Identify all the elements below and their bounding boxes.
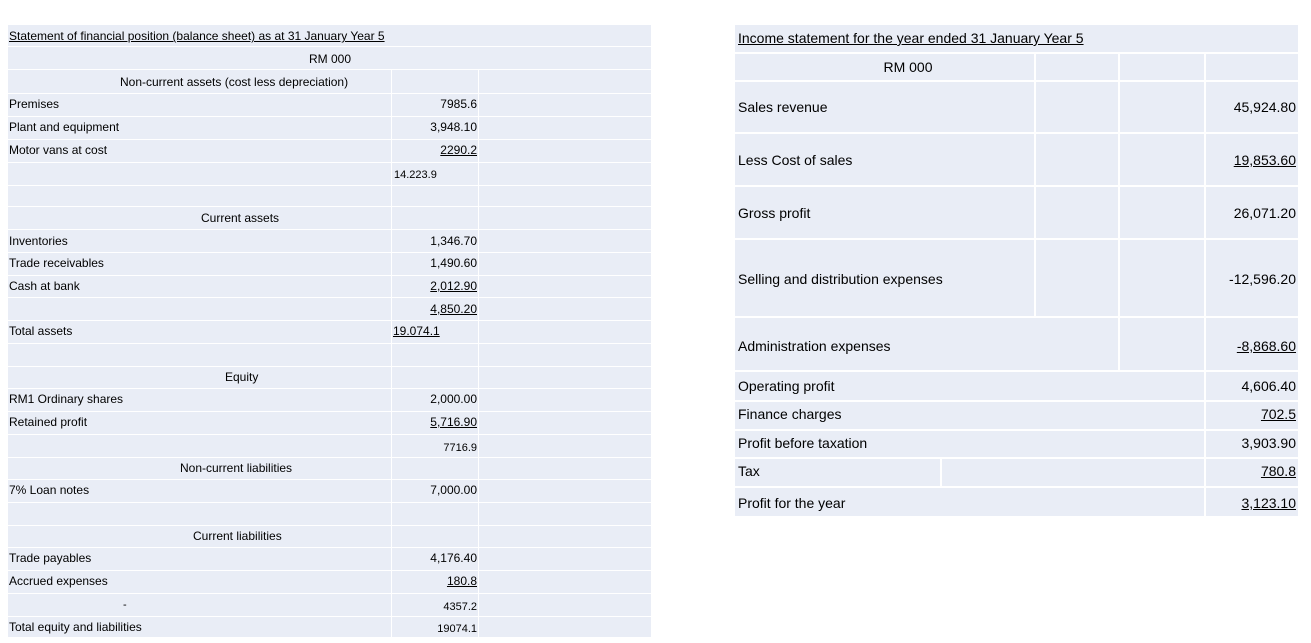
accrued-label: Accrued expenses [9,574,108,588]
loan-value: 7,000.00 [430,483,477,497]
operating-label: Operating profit [738,378,835,394]
cl-total: 4357.2 [443,601,477,613]
accrued-value: 180.8 [446,574,477,588]
admin-label: Administration expenses [738,338,891,354]
admin-value: -8,868.60 [1236,338,1296,354]
sales-value: 45,924.80 [1233,99,1296,115]
shares-label: RM1 Ordinary shares [9,392,124,406]
ncl-heading: Non-current liabilities [180,461,293,475]
stray-dash: - [123,599,127,611]
retained-value: 5,716.90 [430,415,477,429]
selling-label: Selling and distribution expenses [738,271,943,287]
tax-value: 780.8 [1260,463,1296,479]
cost-value: 19,853.60 [1233,152,1296,168]
shares-value: 2,000.00 [430,392,477,406]
non-current-assets-heading: Non-current assets (cost less depreciation) [120,75,349,89]
pbt-label: Profit before taxation [738,435,868,451]
receivables-value: 1,490.60 [430,256,477,270]
current-assets-heading: Current assets [201,211,280,225]
income-statement-unit: RM 000 [883,59,933,75]
premises-value: 7985.6 [440,97,477,111]
gross-label: Gross profit [738,205,811,221]
equity-heading: Equity [225,370,259,384]
inventories-value: 1,346.70 [430,234,477,248]
total-equity-liabilities-value: 19074.1 [437,623,477,635]
sales-label: Sales revenue [738,99,828,115]
income-statement-title: Income statement for the year ended 31 January Year 5 [738,30,1084,46]
equity-total: 7716.9 [443,442,477,454]
plant-value: 3,948.10 [430,120,477,134]
finance-label: Finance charges [738,406,842,422]
operating-value: 4,606.40 [1241,378,1296,394]
tax-label: Tax [738,463,760,479]
payables-label: Trade payables [9,551,92,565]
cost-label: Less Cost of sales [738,152,853,168]
plant-label: Plant and equipment [9,120,120,134]
total-equity-liabilities-label: Total equity and liabilities [9,620,142,634]
ca-total: 4,850.20 [430,302,477,316]
nca-total: 14.223.9 [394,169,437,181]
motor-label: Motor vans at cost [9,143,108,157]
finance-value: 702.5 [1260,406,1296,422]
balance-sheet-unit: RM 000 [308,52,352,66]
total-assets-label: Total assets [9,324,73,338]
payables-value: 4,176.40 [430,551,477,565]
total-assets-value: 19.074.1 [393,324,440,338]
selling-value: -12,596.20 [1229,271,1296,287]
gross-value: 26,071.20 [1233,205,1296,221]
premises-label: Premises [9,97,60,111]
cash-value: 2,012.90 [430,279,477,293]
profit-label: Profit for the year [738,495,846,511]
cl-heading: Current liabilities [193,529,282,543]
profit-value: 3,123.10 [1241,495,1296,511]
retained-label: Retained profit [9,415,88,429]
receivables-label: Trade receivables [9,256,104,270]
pbt-value: 3,903.90 [1241,435,1296,451]
balance-sheet-title: Statement of financial position (balance sheet) as at 31 January Year 5 [9,29,385,43]
loan-label: 7% Loan notes [9,483,90,497]
cash-label: Cash at bank [9,279,80,293]
inventories-label: Inventories [9,234,68,248]
motor-value: 2290.2 [440,143,477,157]
